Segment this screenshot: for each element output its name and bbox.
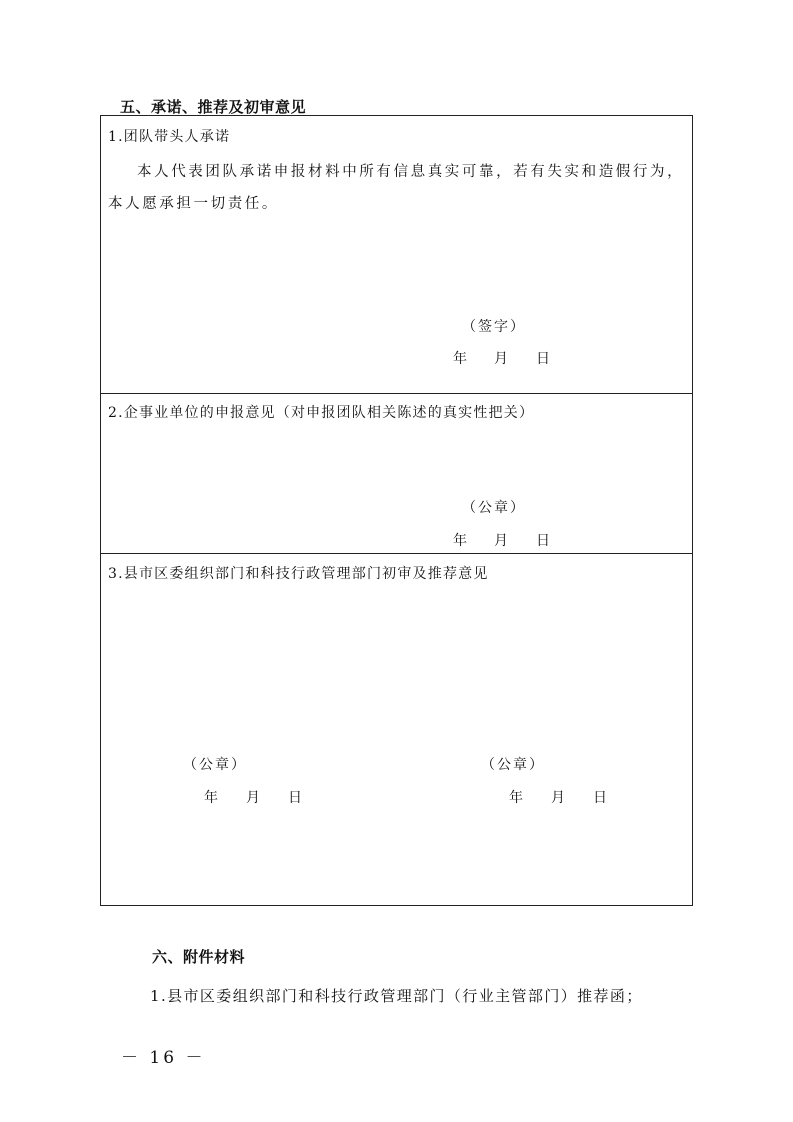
- date-month: 月: [494, 351, 508, 367]
- date-day: 日: [536, 351, 550, 367]
- right-seal-label: （公章）: [481, 757, 545, 773]
- employer-date: [453, 530, 550, 550]
- date-year: 年: [204, 790, 218, 806]
- section-heading-attachments: 六、附件材料: [152, 948, 246, 966]
- commitment-form-table: [100, 115, 693, 906]
- attachment-item: 1.县市区委组织部门和科技行政管理部门（行业主管部门）推荐函；: [150, 987, 643, 1005]
- date-year: 年: [509, 790, 523, 806]
- date-month: 月: [551, 790, 565, 806]
- pledge-statement: 本人代表团队承诺申报材料中所有信息真实可靠，若有失实和造假行为，本人愿承担一切责任。: [108, 164, 685, 212]
- date-day: 日: [536, 533, 550, 549]
- signature-label: （签字）: [462, 319, 526, 335]
- date-month: 月: [494, 533, 508, 549]
- section-heading-commitment: 五、承诺、推荐及初审意见: [120, 98, 307, 116]
- employer-seal-label: （公章）: [462, 500, 526, 516]
- county-review-title: 3.县市区委组织部门和科技行政管理部门初审及推荐意见: [108, 566, 489, 582]
- employer-opinion-cell: [101, 394, 692, 554]
- date-day: 日: [288, 790, 302, 806]
- employer-opinion-title: 2.企事业单位的申报意见（对申报团队相关陈述的真实性把关）: [108, 405, 535, 421]
- date-year: 年: [453, 351, 467, 367]
- county-review-cell: [101, 554, 692, 907]
- pledge-cell: [101, 116, 692, 394]
- pledge-date: [453, 348, 550, 368]
- date-day: 日: [593, 790, 607, 806]
- pledge-title: 1.团队带头人承诺: [108, 129, 231, 145]
- page-number: － 16 －: [121, 1048, 206, 1068]
- left-date: [204, 787, 302, 807]
- left-seal-label: （公章）: [183, 757, 247, 773]
- date-month: 月: [246, 790, 260, 806]
- right-date: [509, 787, 607, 807]
- date-year: 年: [453, 533, 467, 549]
